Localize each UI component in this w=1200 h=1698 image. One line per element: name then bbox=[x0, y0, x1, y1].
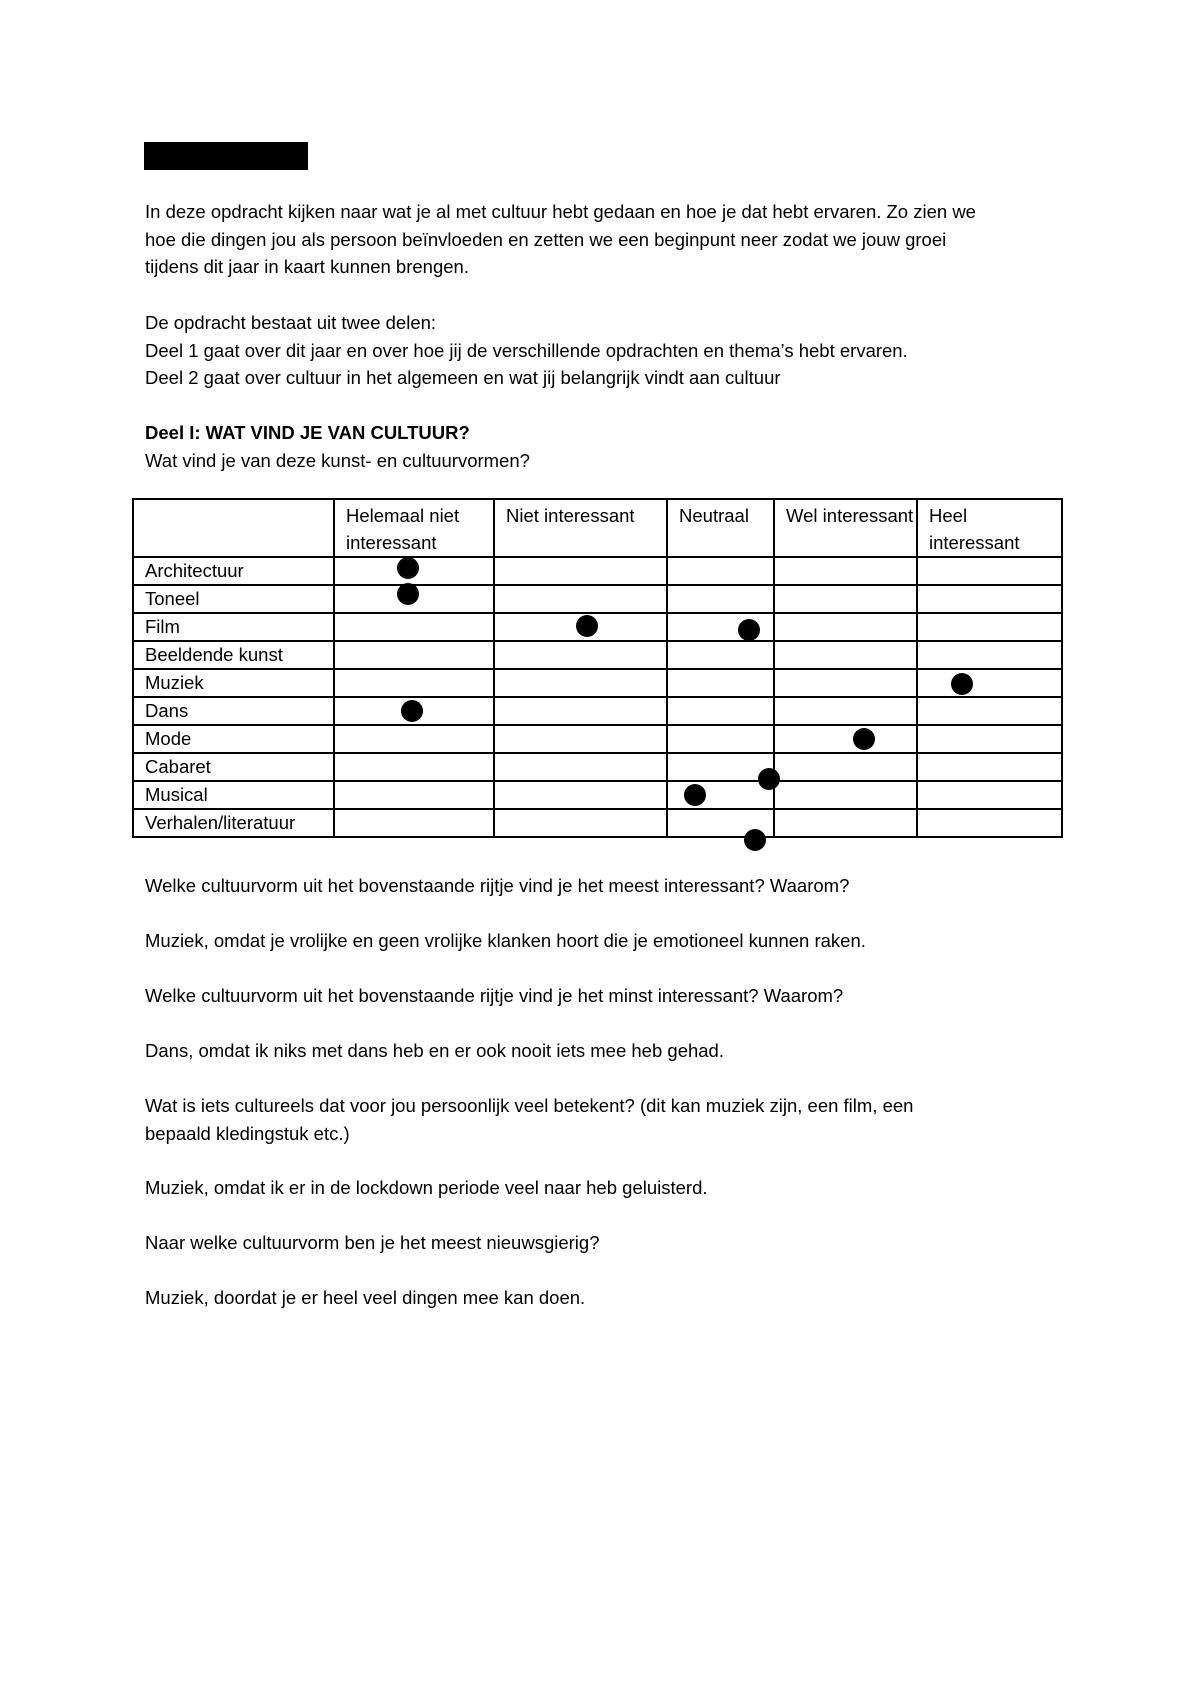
rating-cell bbox=[494, 781, 667, 809]
table-row bbox=[133, 725, 1062, 753]
rating-cell bbox=[917, 585, 1062, 613]
rating-cell bbox=[334, 585, 494, 613]
rating-cell bbox=[334, 753, 494, 781]
structure-line-1: De opdracht bestaat uit twee delen: bbox=[145, 312, 437, 333]
row-label: Beeldende kunst bbox=[133, 641, 334, 669]
column-header: Helemaal niet interessant bbox=[334, 499, 494, 557]
column-header: Wel interessant bbox=[774, 499, 917, 557]
row-label: Cabaret bbox=[133, 753, 334, 781]
rating-cell bbox=[917, 613, 1062, 641]
question-most-interesting: Welke cultuurvorm uit het bovenstaande rijtje vind je het meest interessant? Waarom? bbox=[145, 875, 850, 896]
answer-personal-meaning: Muziek, omdat ik er in de lockdown periode veel naar heb geluisterd. bbox=[145, 1177, 708, 1198]
rating-dot-marker bbox=[738, 619, 760, 641]
rating-dot-marker bbox=[397, 583, 419, 605]
section-block bbox=[145, 419, 1085, 474]
rating-cell bbox=[334, 809, 494, 837]
table-row bbox=[133, 557, 1062, 585]
rating-cell bbox=[774, 809, 917, 837]
section-subheading: Wat vind je van deze kunst- en cultuurvormen? bbox=[145, 449, 530, 471]
rating-cell bbox=[774, 613, 917, 641]
rating-cell bbox=[774, 753, 917, 781]
rating-cell bbox=[494, 669, 667, 697]
row-label: Film bbox=[133, 613, 334, 641]
rating-cell bbox=[667, 613, 774, 641]
rating-dot-marker bbox=[684, 784, 706, 806]
column-header: Neutraal bbox=[667, 499, 774, 557]
rating-cell bbox=[774, 781, 917, 809]
rating-cell bbox=[917, 725, 1062, 753]
answer-most-curious: Muziek, doordat je er heel veel dingen mee kan doen. bbox=[145, 1287, 586, 1308]
column-header: Niet interessant bbox=[494, 499, 667, 557]
rating-dot-marker bbox=[853, 728, 875, 750]
answer-most-interesting: Muziek, omdat je vrolijke en geen vrolijke klanken hoort die je emotioneel kunnen raken. bbox=[145, 930, 866, 951]
table-row bbox=[133, 753, 1062, 781]
rating-cell bbox=[917, 781, 1062, 809]
question-personal-meaning-line-2: bepaald kledingstuk etc.) bbox=[145, 1122, 350, 1144]
structure-paragraph bbox=[145, 309, 1085, 392]
rating-cell bbox=[334, 669, 494, 697]
rating-cell bbox=[667, 781, 774, 809]
table-row bbox=[133, 613, 1062, 641]
rating-cell bbox=[334, 697, 494, 725]
rating-table-header bbox=[133, 499, 1062, 557]
row-label: Mode bbox=[133, 725, 334, 753]
rating-cell bbox=[494, 641, 667, 669]
table-row bbox=[133, 697, 1062, 725]
rating-cell bbox=[667, 669, 774, 697]
rating-cell bbox=[334, 641, 494, 669]
row-label: Muziek bbox=[133, 669, 334, 697]
section-heading: Deel I: WAT VIND JE VAN CULTUUR? bbox=[145, 422, 470, 443]
rating-cell bbox=[334, 613, 494, 641]
table-row bbox=[133, 585, 1062, 613]
rating-cell bbox=[494, 753, 667, 781]
rating-cell bbox=[334, 781, 494, 809]
rating-cell bbox=[774, 669, 917, 697]
rating-dot-marker bbox=[744, 829, 766, 851]
rating-cell bbox=[667, 585, 774, 613]
rating-cell bbox=[334, 725, 494, 753]
question-personal-meaning bbox=[145, 1092, 1085, 1147]
rating-cell bbox=[667, 557, 774, 585]
rating-cell bbox=[774, 641, 917, 669]
rating-dot-marker bbox=[951, 673, 973, 695]
row-label: Verhalen/literatuur bbox=[133, 809, 334, 837]
rating-cell bbox=[494, 697, 667, 725]
rating-cell bbox=[774, 697, 917, 725]
rating-cell bbox=[494, 585, 667, 613]
rating-cell bbox=[667, 725, 774, 753]
rating-cell bbox=[494, 557, 667, 585]
table-row bbox=[133, 809, 1062, 837]
intro-line-1: In deze opdracht kijken naar wat je al met cultuur hebt gedaan en hoe je dat hebt ervaren. Zo zien we bbox=[145, 201, 976, 222]
rating-cell bbox=[667, 753, 774, 781]
rating-cell bbox=[917, 557, 1062, 585]
answer-least-interesting: Dans, omdat ik niks met dans heb en er ook nooit iets mee heb gehad. bbox=[145, 1040, 724, 1061]
structure-line-3: Deel 2 gaat over cultuur in het algemeen en wat jij belangrijk vindt aan cultuur bbox=[145, 367, 781, 388]
rating-cell bbox=[334, 557, 494, 585]
rating-dot-marker bbox=[397, 557, 419, 579]
table-row bbox=[133, 641, 1062, 669]
row-label: Musical bbox=[133, 781, 334, 809]
redacted-name-block bbox=[144, 142, 308, 170]
rating-cell bbox=[917, 753, 1062, 781]
structure-line-2: Deel 1 gaat over dit jaar en over hoe jij de verschillende opdrachten en thema’s hebt ervaren. bbox=[145, 339, 908, 361]
row-label: Dans bbox=[133, 697, 334, 725]
rating-dot-marker bbox=[576, 615, 598, 637]
row-label: Toneel bbox=[133, 585, 334, 613]
intro-line-2: hoe die dingen jou als persoon beïnvloeden en zetten we een beginpunt neer zodat we jouw groei bbox=[145, 228, 947, 250]
rating-cell bbox=[917, 697, 1062, 725]
question-most-curious: Naar welke cultuurvorm ben je het meest nieuwsgierig? bbox=[145, 1232, 600, 1253]
intro-paragraph bbox=[145, 198, 1085, 281]
rating-cell bbox=[667, 809, 774, 837]
table-row bbox=[133, 669, 1062, 697]
rating-cell bbox=[494, 809, 667, 837]
rating-cell bbox=[917, 641, 1062, 669]
rating-cell bbox=[917, 669, 1062, 697]
rating-cell bbox=[774, 557, 917, 585]
row-label: Architectuur bbox=[133, 557, 334, 585]
rating-cell bbox=[917, 809, 1062, 837]
rating-cell bbox=[667, 641, 774, 669]
intro-line-3: tijdens dit jaar in kaart kunnen brengen. bbox=[145, 256, 469, 277]
rating-dot-marker bbox=[401, 700, 423, 722]
rating-cell bbox=[774, 725, 917, 753]
column-header: Heel interessant bbox=[917, 499, 1062, 557]
question-personal-meaning-line-1: Wat is iets cultureels dat voor jou persoonlijk veel betekent? (dit kan muziek zijn, een film, een bbox=[145, 1095, 914, 1116]
header-empty-cell bbox=[133, 499, 334, 557]
rating-cell bbox=[774, 585, 917, 613]
question-least-interesting: Welke cultuurvorm uit het bovenstaande rijtje vind je het minst interessant? Waarom? bbox=[145, 985, 844, 1006]
rating-cell bbox=[667, 697, 774, 725]
rating-table bbox=[132, 498, 1063, 838]
table-row bbox=[133, 781, 1062, 809]
rating-cell bbox=[494, 725, 667, 753]
